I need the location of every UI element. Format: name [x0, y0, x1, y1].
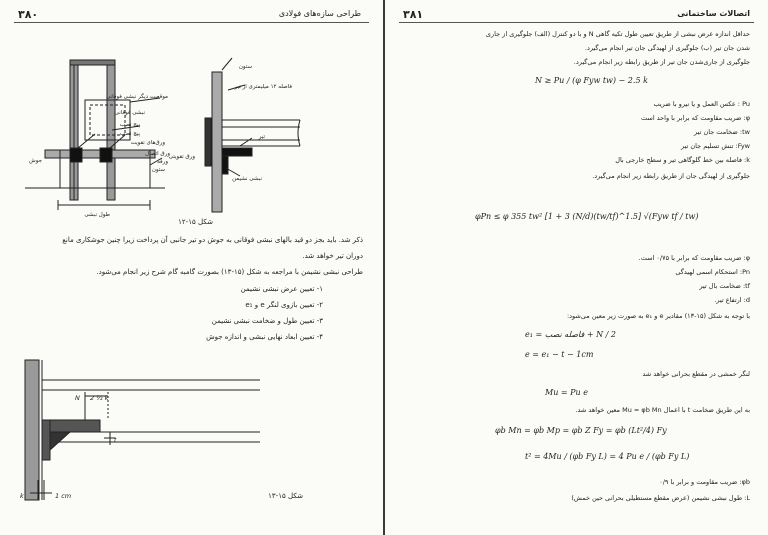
fig1-caption: شکل ۱۵-۱۲ — [178, 218, 213, 226]
equation-t-squared: t² = 4Mu / (φb Fy L) = 4 Pu e / (φb Fy L) — [525, 452, 690, 461]
left-paragraph-line-3: طراحی نبشی نشیمن با مراجعه به شکل (۱۵-۱۳) بصورت گامبه گام شرح زیر انجام می‌شود. — [96, 268, 363, 276]
fig1-label-seat-angle: نبشی نشیمن — [232, 176, 262, 182]
right-page-header-title: اتصالات ساختمانی — [677, 9, 750, 18]
fig1-label-top-plate: موقعیت دیگر نبشی فوقانی — [106, 94, 168, 100]
equation-web-crippling: φPn ≤ φ 355 tw² [1 + 3 (N/d)(tw/tf)^1.5] √(Fyw tf / tw) — [475, 212, 699, 221]
intro-line-2: شدن جان تیر (ب) جلوگیری از لهیدگی جان تیر انجام می‌گیرد. — [584, 44, 750, 52]
equation-mu: Mu = Pu e — [545, 388, 588, 397]
equation-e: e = e₁ − t − 1cm — [525, 350, 594, 359]
fig1-label-weld: جوش — [29, 158, 42, 164]
equation-web-yielding: N ≥ Pu / (φ Fyw tw) − 2.5 k — [535, 76, 648, 85]
fig1-label-dist: فاصله ۱۲ میلیمتری از تیر — [234, 84, 292, 90]
critical-moment-line: لنگر خمشی در مقطع بحرانی خواهد شد — [642, 370, 750, 378]
figure-15-12 — [0, 30, 383, 225]
left-header-rule — [14, 22, 369, 23]
step-2: ۲- تعیین بازوی لنگر e و e₁ — [245, 301, 323, 309]
fig1-label-column: ستون — [238, 64, 252, 70]
fig2-label-n: N — [75, 394, 80, 402]
fig1-label-bolt: پیچ نصب — [119, 122, 140, 128]
def2-pn: Pn: استحکام اسمی لهیدگی — [675, 268, 750, 276]
def3-phib: φb: ضریب مقاومت و برابر با ۰/۹ — [659, 478, 750, 486]
fig1-label-seat-length: طول نبشی — [84, 212, 110, 218]
fig1-label-side1: ورق‌های تقویت — [130, 140, 165, 146]
crippling-intro: جلوگیری از لهیدگی جان از طریق رابطه زیر انجام می‌گیرد. — [592, 172, 750, 180]
def1-phi: φ: ضریب مقاومت که برابر با واحد است — [641, 114, 750, 122]
equation-phi-mn: φb Mn = φb Mp = φb Z Fy = φb (Lt²/4) Fy — [495, 426, 667, 435]
right-page — [385, 0, 768, 535]
step-4: ۴- تعیین ابعاد نهایی نبشی و اندازه جوش — [206, 333, 323, 341]
thickness-line: به این طریق ضخامت t با اعمال Mu = φb Mn معین خواهد شد. — [575, 406, 750, 414]
left-page-number: ۳۸۰ — [18, 8, 39, 21]
fig2-label-t: t — [114, 436, 117, 444]
eccentricity-intro: با توجه به شکل (۱۵-۱۳) مقادیر e و e₁ به صورت زیر معین می‌شود: — [566, 312, 750, 320]
fig1-label-bolt2: پیچ نصب — [119, 131, 140, 137]
def2-phi: φ: ضریب مقاومت که برابر با ۰/۷۵ است. — [638, 254, 750, 262]
def1-k: k: فاصله بین خط گلوگاهی تیر و سطح خارجی بال — [615, 156, 750, 164]
right-header-rule — [399, 22, 754, 23]
fig1-label-top-angle: نبشی فوقانی — [114, 110, 145, 116]
def1-fyw: Fyw: تنش تسلیم جان تیر — [680, 142, 750, 150]
def1-tw: tw: ضخامت جان تیر — [694, 128, 750, 136]
fig2-label-half-k: 2 ½ k — [90, 394, 109, 402]
fig2-caption: شکل ۱۵-۱۳ — [268, 492, 303, 500]
right-page-number: ۳۸۱ — [403, 8, 424, 21]
intro-line-3: جلوگیری از جاری‌شدن جان تیر از طریق رابطه زیر انجام می‌گیرد. — [573, 58, 750, 66]
fig1-label-stiffener: ورق تقویتی — [168, 154, 195, 160]
left-page — [0, 0, 383, 535]
fig1-label-side3: ورقه — [157, 159, 168, 165]
fig2-label-clearance: 1 cm — [55, 492, 72, 500]
def2-tf: tf: ضخامت بال تیر — [699, 282, 750, 290]
fig1-label-beam: تیر — [258, 134, 265, 140]
left-page-header-title: طراحی سازه‌های فولادی — [278, 9, 361, 18]
figure-15-13 — [0, 350, 383, 510]
fig2-label-k: k — [20, 492, 24, 500]
fig1-label-side2: ورق اتصال — [145, 151, 170, 157]
def3-l: L: طول نبشی نشیمن (عرض مقطع مستطیلی بحرانی حین خمش) — [571, 494, 750, 502]
left-paragraph-line-2: دوران تیر خواهد شد. — [302, 252, 363, 260]
fig1-label-side4: ستون — [151, 167, 165, 173]
step-3: ۳- تعیین طول و ضخامت نبشی نشیمن — [211, 317, 323, 325]
def1-pu: Pu : عکس العمل و یا نیرو با ضریب — [653, 100, 750, 108]
step-1: ۱- تعیین عرض نبشی نشیمن — [240, 285, 323, 293]
left-paragraph-line-1: ذکر شد. باید بجز دو قید بالهای نبشی فوقانی به جوش دو تیر جانبی آن پرداخت زیرا چنین جوشکاری مانع — [62, 236, 363, 244]
equation-e1: e₁ = فاصله نصب + N / 2 — [525, 330, 616, 339]
def2-d: d: ارتفاع تیر. — [714, 296, 750, 304]
intro-line-1: حداقل اندازه عرض نبشی از طریق تعیین طول تکیه گاهی N و با دو کنترل (الف) جلوگیری از جاری — [485, 30, 750, 38]
